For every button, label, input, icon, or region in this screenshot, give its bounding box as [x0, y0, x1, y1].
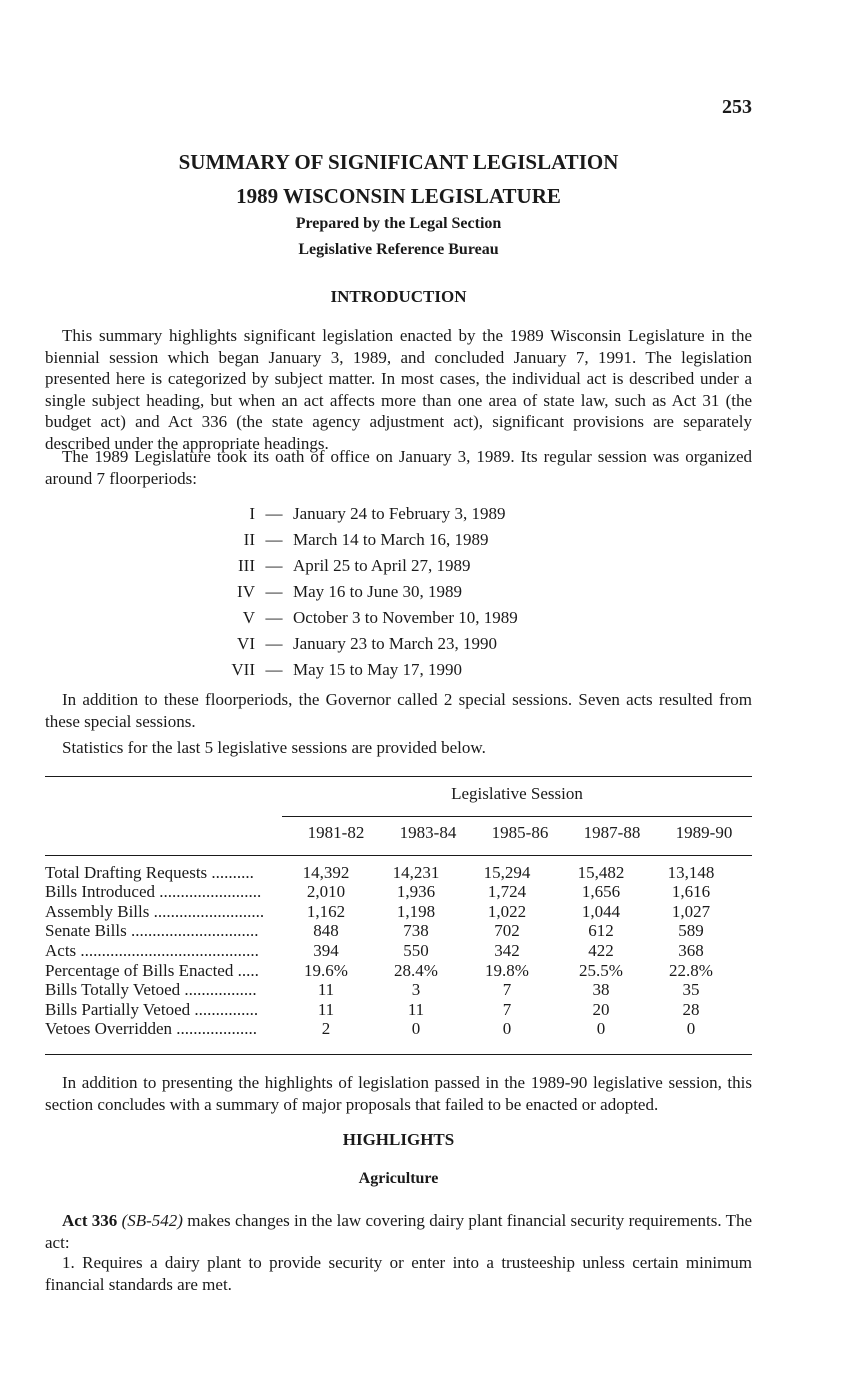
floorperiod-dates: May 15 to May 17, 1990 — [293, 660, 463, 679]
table-cell: 550 — [403, 941, 429, 960]
floorperiod-number: III — [238, 556, 255, 575]
floorperiod-number: IV — [237, 582, 255, 601]
row-label: Acts .......................................... — [45, 941, 259, 960]
table-cell: 7 — [502, 980, 512, 999]
floorperiod-dash: — — [265, 660, 283, 679]
floorperiod-number: I — [249, 504, 255, 523]
table-cell: 28 — [682, 1000, 700, 1019]
table-cell: 35 — [682, 980, 700, 999]
introduction-heading: INTRODUCTION — [330, 287, 467, 306]
floorperiod-dash: — — [265, 556, 283, 575]
floorperiod-dash: — — [265, 504, 283, 523]
table-header-rule — [282, 816, 752, 817]
table-cell: 3 — [411, 980, 421, 999]
table-cell: 612 — [588, 921, 614, 940]
column-header: 1985-86 — [491, 823, 549, 842]
table-cell: 1,027 — [671, 902, 711, 921]
row-label: Bills Partially Vetoed ............... — [45, 1000, 259, 1019]
table-cell: 589 — [678, 921, 704, 940]
table-top-rule — [45, 776, 752, 777]
floorperiod-item — [200, 582, 600, 608]
floorperiod-dates: October 3 to November 10, 1989 — [293, 608, 518, 627]
table-cell: 2 — [321, 1019, 331, 1038]
table-cell: 11 — [407, 1000, 425, 1019]
row-label: Senate Bills .............................. — [45, 921, 259, 940]
floorperiod-dash: — — [265, 608, 283, 627]
bill-number: (SB-542) — [121, 1211, 183, 1230]
table-cell: 7 — [502, 1000, 512, 1019]
column-header: 1989-90 — [675, 823, 733, 842]
special-sessions-paragraph: In addition to these floorperiods, the Governor called 2 special sessions. Seven acts resulted from these special sessions. — [45, 690, 752, 731]
floorperiod-dates: May 16 to June 30, 1989 — [293, 582, 463, 601]
row-label: Percentage of Bills Enacted ..... — [45, 961, 259, 980]
column-header: 1981-82 — [307, 823, 365, 842]
floorperiod-dates: January 23 to March 23, 1990 — [293, 634, 497, 653]
table-cell: 19.8% — [485, 961, 529, 980]
act-description: makes changes in the law covering dairy plant financial security requirements. The act: — [45, 1211, 753, 1252]
row-label: Total Drafting Requests .......... — [45, 863, 254, 882]
table-cell: 848 — [313, 921, 339, 940]
floorperiod-number: VI — [237, 634, 255, 653]
act-number: Act 336 — [62, 1211, 118, 1230]
table-cell: 1,162 — [306, 902, 346, 921]
act-provision-1: 1. Requires a dairy plant to provide security or enter into a trusteeship unless certain minimum financial standards are met. — [45, 1253, 752, 1294]
row-label: Bills Totally Vetoed ................. — [45, 980, 257, 999]
floorperiod-dash: — — [265, 582, 283, 601]
table-cell: 1,936 — [396, 882, 436, 901]
table-cell: 0 — [502, 1019, 512, 1038]
floorperiod-item — [200, 660, 600, 686]
floorperiod-dates: April 25 to April 27, 1989 — [293, 556, 471, 575]
floorperiod-number: II — [243, 530, 255, 549]
table-cell: 1,022 — [487, 902, 527, 921]
table-cell: 1,044 — [581, 902, 621, 921]
highlights-heading: HIGHLIGHTS — [342, 1130, 455, 1149]
floorperiod-item — [200, 504, 600, 530]
table-cell: 0 — [411, 1019, 421, 1038]
table-cell: 11 — [317, 1000, 335, 1019]
table-cell: 422 — [588, 941, 614, 960]
table-cell: 15,294 — [483, 863, 531, 882]
table-cell: 38 — [592, 980, 610, 999]
column-header: 1983-84 — [399, 823, 457, 842]
column-header: 1987-88 — [583, 823, 641, 842]
act-336-paragraph — [45, 1210, 752, 1253]
table-cell: 0 — [596, 1019, 606, 1038]
intro-paragraph-2: The 1989 Legislature took its oath of office on January 3, 1989. Its regular session was organized around 7 floorperiods: — [45, 447, 752, 488]
floorperiod-item — [200, 556, 600, 582]
floorperiod-item — [200, 608, 600, 634]
table-cell: 2,010 — [306, 882, 346, 901]
table-cell: 14,231 — [392, 863, 440, 882]
table-cell: 702 — [494, 921, 520, 940]
floorperiod-item — [200, 634, 600, 660]
table-cell: 22.8% — [669, 961, 713, 980]
page-number: 253 — [722, 96, 752, 118]
table-cell: 1,656 — [581, 882, 621, 901]
floorperiod-dash: — — [265, 634, 283, 653]
table-cell: 15,482 — [577, 863, 625, 882]
highlights-intro-paragraph: In addition to presenting the highlights of legislation passed in the 1989-90 legislative session, this section concludes with a summary of major proposals that failed to be enacted or adopted. — [45, 1073, 752, 1114]
agriculture-subheading: Agriculture — [358, 1170, 439, 1187]
table-group-header: Legislative Session — [451, 784, 583, 803]
table-cell: 20 — [592, 1000, 610, 1019]
floorperiod-number: VII — [231, 660, 255, 679]
table-cell: 25.5% — [579, 961, 623, 980]
statistics-intro: Statistics for the last 5 legislative sessions are provided below. — [62, 738, 486, 757]
row-label: Bills Introduced ........................ — [45, 882, 262, 901]
table-cell: 11 — [317, 980, 335, 999]
document-subtitle: 1989 WISCONSIN LEGISLATURE — [236, 184, 561, 208]
floorperiod-dates: March 14 to March 16, 1989 — [293, 530, 489, 549]
table-cell: 368 — [678, 941, 704, 960]
floorperiod-item — [200, 530, 600, 556]
table-cell: 1,724 — [487, 882, 527, 901]
floorperiod-dates: January 24 to February 3, 1989 — [293, 504, 506, 523]
table-cell: 19.6% — [304, 961, 348, 980]
floorperiod-number: V — [242, 608, 255, 627]
table-cell: 14,392 — [302, 863, 350, 882]
table-cell: 13,148 — [667, 863, 715, 882]
row-label: Vetoes Overridden ................... — [45, 1019, 257, 1038]
table-cell: 1,616 — [671, 882, 711, 901]
prepared-by: Prepared by the Legal Section — [295, 215, 502, 232]
bureau-name: Legislative Reference Bureau — [298, 241, 499, 258]
table-cell: 738 — [403, 921, 429, 940]
table-body-rule — [45, 855, 752, 856]
table-cell: 394 — [313, 941, 339, 960]
table-cell: 342 — [494, 941, 520, 960]
table-cell: 1,198 — [396, 902, 436, 921]
table-cell: 28.4% — [394, 961, 438, 980]
table-cell: 0 — [686, 1019, 696, 1038]
table-bottom-rule — [45, 1054, 752, 1055]
floorperiod-dash: — — [265, 530, 283, 549]
intro-paragraph-1: This summary highlights significant legislation enacted by the 1989 Wisconsin Legislature in the biennial session which began January 3, 1989, and concluded January 7, 1991. The legislation presented here is categorized by subject matter. In most cases, the individual act is described under a single subject heading, but when an act affects more than one area of state law, such as Act 31 (the budget act) and Act 336 (the state agency adjustment act), significant provisions are separately described under the appropriate headings. — [45, 326, 752, 453]
document-title: SUMMARY OF SIGNIFICANT LEGISLATION — [178, 150, 619, 174]
row-label: Assembly Bills .......................... — [45, 902, 265, 921]
